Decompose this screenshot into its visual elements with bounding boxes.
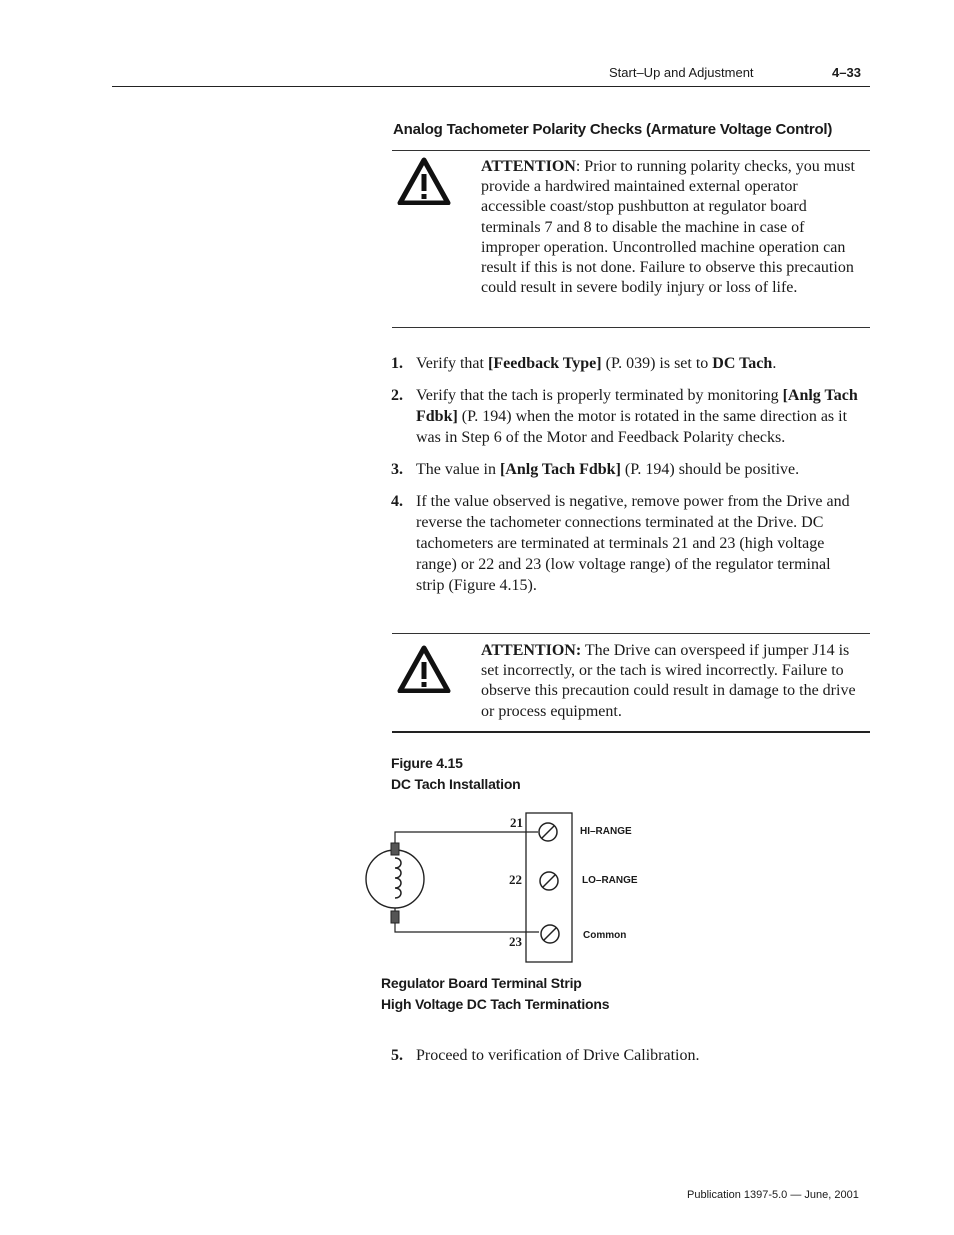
- terminal-label: HI–RANGE: [580, 826, 632, 837]
- figure-subcaption-line: Regulator Board Terminal Strip: [381, 975, 582, 991]
- figure-number: Figure 4.15: [391, 755, 463, 771]
- page-number: 4–33: [832, 65, 861, 80]
- step-text: [416, 353, 861, 374]
- step-text-run: (P. 194) when the motor is rotated in the same direction as it was in Step 6 of the Motor and Feedback Polarity checks.: [416, 408, 848, 446]
- dc-tach-diagram: [355, 808, 675, 968]
- step-item: [391, 353, 861, 374]
- step-text: If the value observed is negative, remove power from the Drive and reverse the tachometer connections terminated at the Drive. DC tachometers are terminated at terminals 21 and 23 (high voltage range) or 22 and 23 (low voltage range) of the regulator terminal strip (Figure 4.15).: [416, 493, 850, 594]
- step-text: [416, 459, 861, 480]
- terminal-number: 21: [510, 815, 523, 830]
- step-text-run: Verify that the tach is properly terminated by monitoring: [416, 387, 783, 404]
- attention-body: The Drive can overspeed if jumper J14 is set incorrectly, or the tach is wired incorrectly. Failure to observe this precaution could result in damage to the drive or process equipment.: [481, 642, 856, 720]
- running-header-section: Start–Up and Adjustment: [609, 65, 754, 80]
- parameter-name: [Feedback Type]: [487, 355, 602, 372]
- step-text-run: (P. 039) is set to: [601, 355, 713, 372]
- step-number: 5.: [391, 1047, 403, 1064]
- terminal-label: Common: [583, 930, 627, 941]
- terminal-screw-icon: [539, 823, 557, 841]
- attention-label: ATTENTION:: [481, 642, 582, 659]
- step-item: [391, 459, 861, 480]
- header-divider: [112, 86, 870, 87]
- step-number: 4.: [391, 493, 403, 510]
- step-text-run: (P. 194) should be positive.: [620, 461, 800, 478]
- step-text-run: The value in: [416, 461, 500, 478]
- step-text-run: Verify that: [416, 355, 488, 372]
- step-item: [391, 1045, 861, 1066]
- section-heading: Analog Tachometer Polarity Checks (Armature Voltage Control): [393, 121, 833, 138]
- step-number: 1.: [391, 355, 403, 372]
- attention-top-rule: [392, 150, 870, 151]
- terminal-screw-icon: [541, 925, 559, 943]
- step-item: [391, 491, 861, 596]
- attention-body: : Prior to running polarity checks, you must provide a hardwired maintained external operator accessible coast/stop pushbutton at regulator board terminals 7 and 8 to disable the machine in case of improper operation. Uncontrolled machine operation can result if this is not done. Failure to observe this precaution could result in severe bodily injury or loss of life.: [481, 158, 855, 297]
- procedure-steps: [391, 1045, 861, 1066]
- figure-subcaption: [381, 973, 609, 1015]
- step-number: 2.: [391, 387, 403, 404]
- dc-tachometer-icon: [366, 843, 424, 923]
- terminal-screw-icon: [540, 872, 558, 890]
- step-text: Proceed to verification of Drive Calibration.: [416, 1047, 700, 1064]
- step-number: 3.: [391, 461, 403, 478]
- attention-bottom-rule: [392, 327, 870, 328]
- attention-message: [481, 641, 866, 722]
- step-item: [391, 385, 861, 448]
- step-text-run: .: [772, 355, 777, 372]
- figure-title: DC Tach Installation: [391, 776, 521, 792]
- terminal-number: 22: [509, 872, 522, 887]
- attention-top-rule: [392, 633, 870, 634]
- step-text: [416, 385, 861, 448]
- attention-label: ATTENTION: [481, 158, 576, 175]
- parameter-value: DC Tach: [712, 355, 773, 372]
- warning-triangle-icon: [397, 645, 451, 693]
- figure-caption: [391, 753, 521, 795]
- warning-triangle-icon: [397, 157, 451, 205]
- attention-message: [481, 157, 866, 298]
- parameter-name: [Anlg Tach Fdbk]: [499, 461, 621, 478]
- attention-bottom-rule: [392, 731, 870, 733]
- publication-footer: Publication 1397-5.0 — June, 2001: [687, 1189, 859, 1201]
- terminal-number: 23: [509, 934, 522, 949]
- figure-subcaption-line: High Voltage DC Tach Terminations: [381, 996, 610, 1012]
- procedure-steps: [391, 353, 861, 596]
- terminal-label: LO–RANGE: [582, 875, 638, 886]
- parameter-name: [Anlg Tach Fdbk]: [416, 387, 858, 425]
